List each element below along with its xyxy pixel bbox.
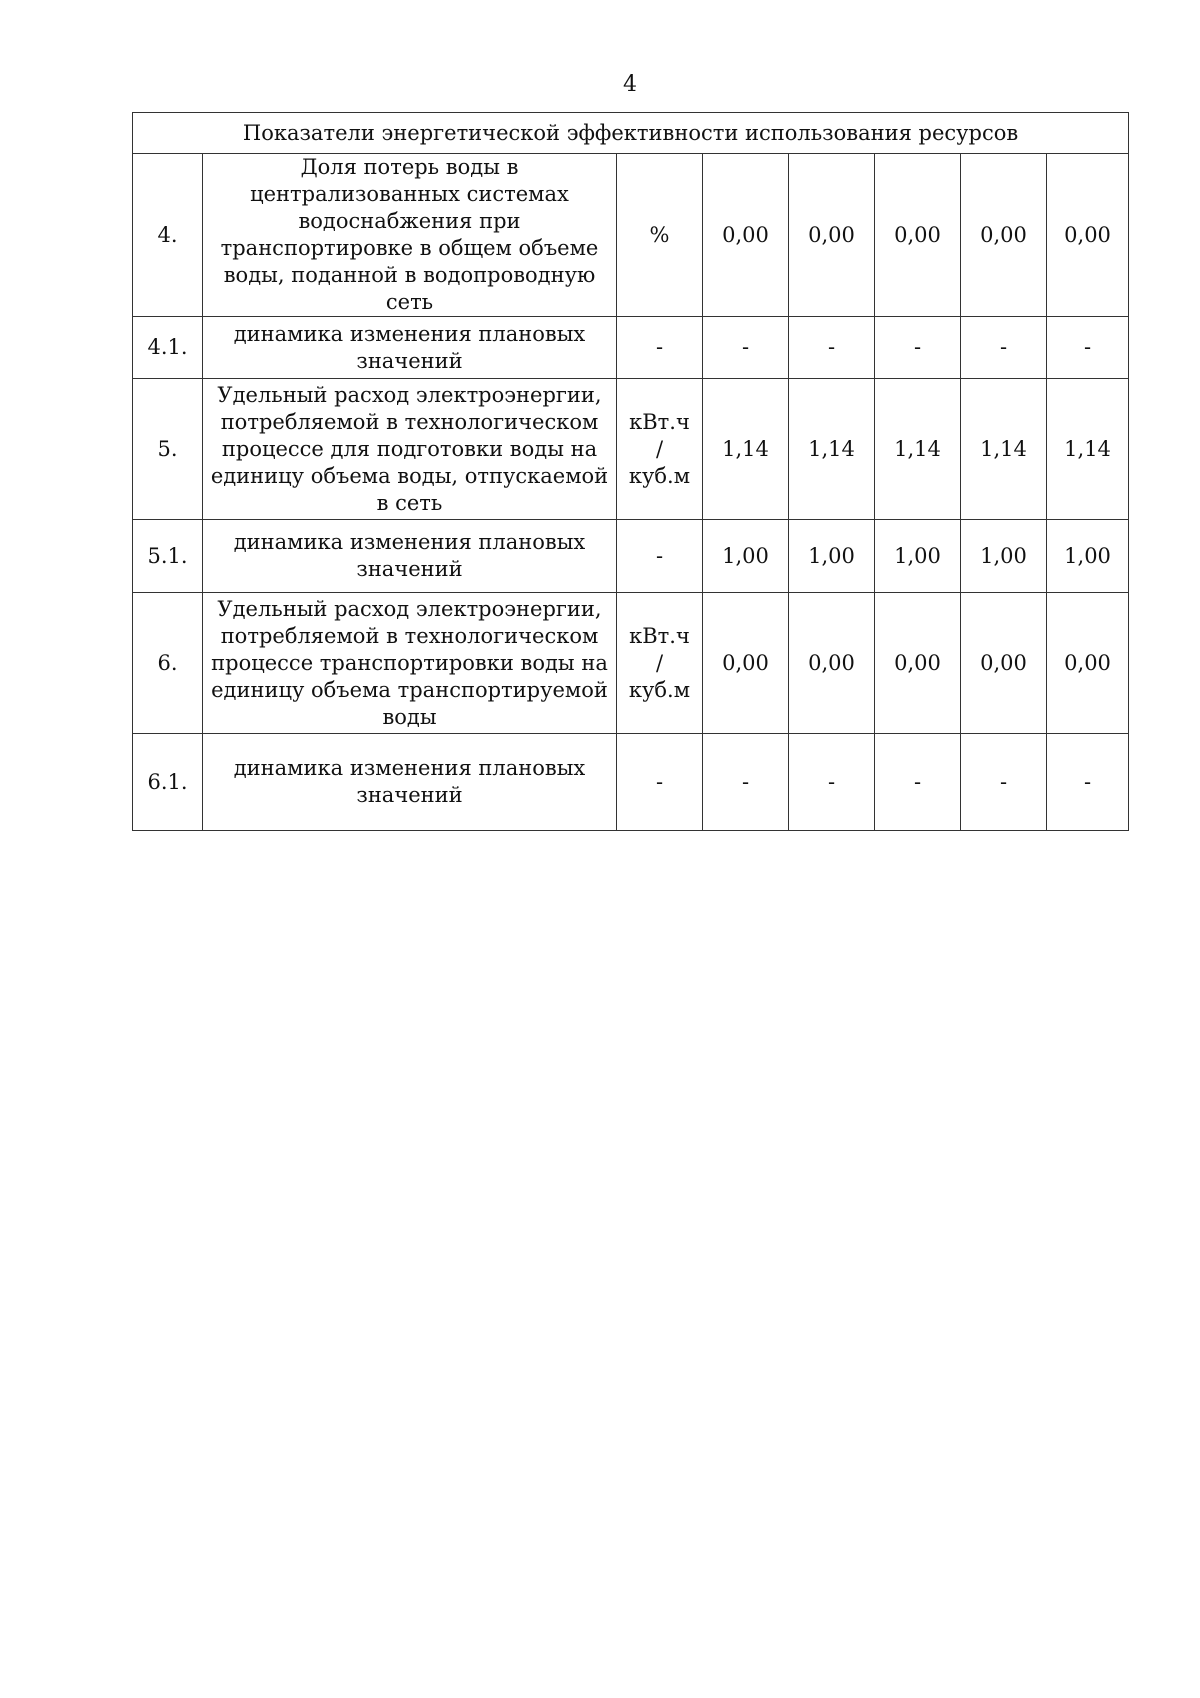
row-value: 0,00 — [789, 593, 875, 734]
unit-text: - — [655, 543, 664, 568]
table-row — [133, 379, 1129, 520]
row-number: 6.1. — [133, 734, 203, 831]
table-row — [133, 154, 1129, 317]
row-value: 0,00 — [875, 593, 961, 734]
row-value: - — [703, 734, 789, 831]
row-value: 0,00 — [875, 154, 961, 317]
row-value: 0,00 — [703, 154, 789, 317]
row-value: 1,14 — [961, 379, 1047, 520]
row-description: динамика изменения плановых значений — [203, 317, 617, 379]
row-number: 4.1. — [133, 317, 203, 379]
row-number: 6. — [133, 593, 203, 734]
row-value: 1,00 — [789, 520, 875, 593]
unit-text: % — [649, 222, 670, 247]
unit-text: кВт.ч — [629, 623, 690, 648]
row-unit — [617, 593, 703, 734]
row-value: - — [789, 317, 875, 379]
indicators-table — [132, 112, 1129, 831]
row-value: 1,14 — [703, 379, 789, 520]
row-value: - — [1047, 317, 1129, 379]
row-number: 4. — [133, 154, 203, 317]
row-value: 1,00 — [1047, 520, 1129, 593]
row-description: динамика изменения плановых значений — [203, 520, 617, 593]
row-value: - — [875, 317, 961, 379]
table-row — [133, 734, 1129, 831]
row-value: - — [961, 317, 1047, 379]
row-value: - — [703, 317, 789, 379]
row-value: - — [875, 734, 961, 831]
row-value: 1,14 — [875, 379, 961, 520]
row-value: 1,00 — [703, 520, 789, 593]
row-unit — [617, 520, 703, 593]
unit-text: - — [655, 335, 664, 359]
row-value: 1,14 — [789, 379, 875, 520]
unit-text: - — [655, 769, 664, 794]
row-value: 0,00 — [1047, 154, 1129, 317]
unit-text: куб.м — [628, 463, 691, 488]
unit-text: кВт.ч — [629, 409, 690, 434]
table-row — [133, 317, 1129, 379]
unit-text: / — [655, 436, 664, 461]
row-description: динамика изменения плановых значений — [203, 734, 617, 831]
table-row — [133, 520, 1129, 593]
unit-text: / — [655, 650, 664, 675]
page-number: 4 — [623, 72, 637, 97]
section-header: Показатели энергетической эффективности использования ресурсов — [133, 113, 1129, 154]
row-value: - — [789, 734, 875, 831]
row-value: 1,00 — [961, 520, 1047, 593]
row-value: 0,00 — [961, 593, 1047, 734]
row-value: 1,14 — [1047, 379, 1129, 520]
row-description: Удельный расход электроэнергии, потребляемой в технологическом процессе транспортировки воды на единицу объема транспортируемой воды — [203, 593, 617, 734]
row-description: Доля потерь воды в централизованных системах водоснабжения при транспортировке в общем объеме воды, поданной в водопроводную сеть — [203, 154, 617, 317]
row-unit — [617, 154, 703, 317]
row-description: Удельный расход электроэнергии, потребляемой в технологическом процессе для подготовки воды на единицу объема воды, отпускаемой в сеть — [203, 379, 617, 520]
row-value: 0,00 — [1047, 593, 1129, 734]
row-value: 0,00 — [961, 154, 1047, 317]
row-unit — [617, 317, 703, 379]
row-value: 0,00 — [789, 154, 875, 317]
row-unit — [617, 379, 703, 520]
row-value: 0,00 — [703, 593, 789, 734]
row-value: 1,00 — [875, 520, 961, 593]
row-value: - — [961, 734, 1047, 831]
table-row — [133, 593, 1129, 734]
section-header-row — [133, 113, 1129, 154]
row-number: 5. — [133, 379, 203, 520]
row-value: - — [1047, 734, 1129, 831]
unit-text: куб.м — [628, 677, 691, 702]
row-unit — [617, 734, 703, 831]
row-number: 5.1. — [133, 520, 203, 593]
